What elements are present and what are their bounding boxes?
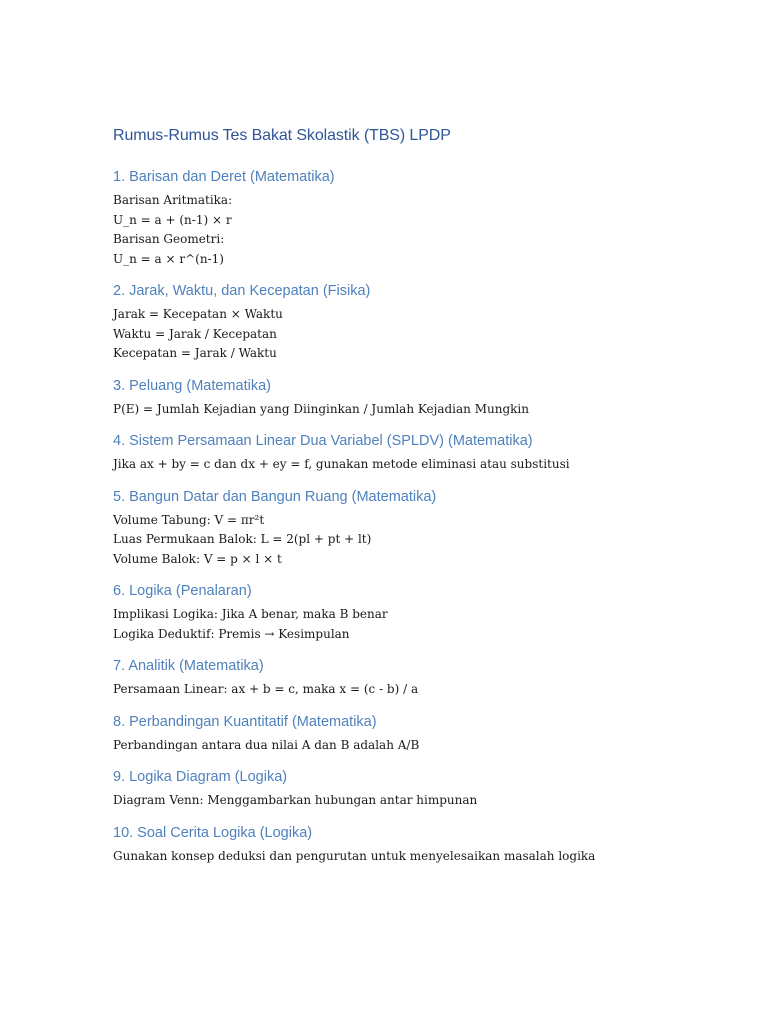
formula-line: P(E) = Jumlah Kejadian yang Diinginkan / Jumlah Kejadian Mungkin bbox=[113, 401, 529, 416]
section-heading: 3. Peluang (Matematika) bbox=[113, 377, 271, 394]
document-page bbox=[113, 124, 733, 877]
section-jarak-waktu-kecepatan bbox=[113, 280, 733, 364]
formula-line: Persamaan Linear: ax + b = c, maka x = (c - b) / a bbox=[113, 682, 419, 696]
section-heading: 2. Jarak, Waktu, dan Kecepatan (Fisika) bbox=[113, 283, 371, 299]
formula-line: Gunakan konsep deduksi dan pengurutan untuk menyelesaikan masalah logika bbox=[113, 848, 596, 863]
section-heading: 6. Logika (Penalaran) bbox=[113, 583, 252, 599]
section-soal-cerita-logika bbox=[113, 822, 733, 867]
formula-line: Kecepatan = Jarak / Waktu bbox=[113, 346, 277, 360]
section-analitik bbox=[113, 655, 733, 700]
formula-line: Barisan Geometri: bbox=[113, 232, 225, 246]
section-perbandingan-kuantitatif bbox=[113, 711, 733, 756]
section-peluang bbox=[113, 375, 733, 420]
section-heading: 8. Perbandingan Kuantitatif (Matematika) bbox=[113, 713, 377, 730]
section-spldv bbox=[113, 430, 733, 475]
section-logika-diagram bbox=[113, 766, 733, 811]
section-heading: 9. Logika Diagram (Logika) bbox=[113, 769, 288, 785]
formula-line: Diagram Venn: Menggambarkan hubungan antar himpunan bbox=[113, 793, 478, 807]
formula-line: Waktu = Jarak / Kecepatan bbox=[113, 326, 277, 341]
section-barisan-deret bbox=[113, 166, 733, 269]
formula-line: U_n = a × r^(n-1) bbox=[113, 251, 224, 266]
formula-line: Luas Permukaan Balok: L = 2(pl + pt + lt) bbox=[113, 532, 372, 546]
formula-line: U_n = a + (n-1) × r bbox=[113, 212, 232, 227]
section-heading: 7. Analitik (Matematika) bbox=[113, 658, 264, 674]
section-bangun-datar-ruang bbox=[113, 486, 733, 570]
document-title: Rumus-Rumus Tes Bakat Skolastik (TBS) LPDP bbox=[113, 127, 451, 144]
formula-line: Jika ax + by = c dan dx + ey = f, gunakan metode eliminasi atau substitusi bbox=[113, 457, 570, 471]
section-heading: 4. Sistem Persamaan Linear Dua Variabel (SPLDV) (Matematika) bbox=[113, 433, 533, 449]
section-heading: 1. Barisan dan Deret (Matematika) bbox=[113, 169, 335, 185]
formula-line: Perbandingan antara dua nilai A dan B adalah A/B bbox=[113, 737, 420, 752]
formula-line: Volume Balok: V = p × l × t bbox=[113, 551, 282, 566]
formula-line: Volume Tabung: V = πr²t bbox=[113, 512, 265, 527]
section-logika-penalaran bbox=[113, 580, 733, 644]
formula-line: Logika Deduktif: Premis → Kesimpulan bbox=[113, 626, 350, 641]
formula-line: Jarak = Kecepatan × Waktu bbox=[113, 307, 283, 321]
section-heading: 10. Soal Cerita Logika (Logika) bbox=[113, 824, 313, 841]
formula-line: Implikasi Logika: Jika A benar, maka B benar bbox=[113, 607, 388, 621]
section-heading: 5. Bangun Datar dan Bangun Ruang (Matematika) bbox=[113, 488, 437, 505]
formula-line: Barisan Aritmatika: bbox=[113, 193, 233, 207]
